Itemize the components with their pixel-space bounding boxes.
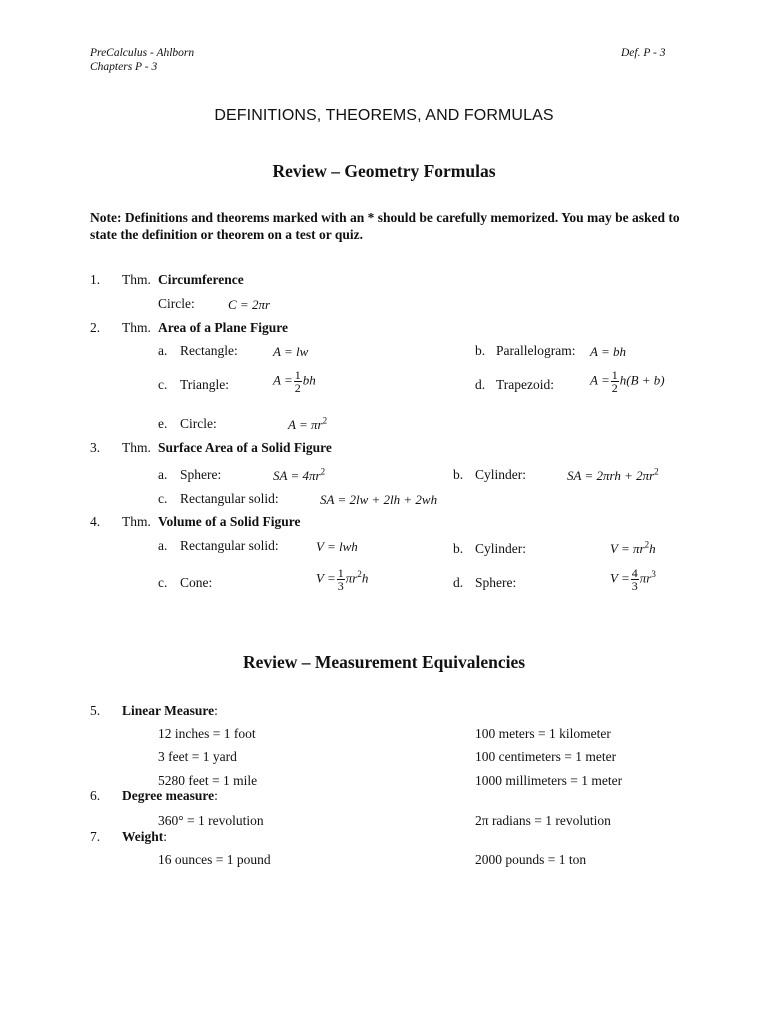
- sub-letter: b.: [453, 541, 464, 556]
- equivalency: 2π radians = 1 revolution: [475, 813, 611, 828]
- equivalency: 5280 feet = 1 mile: [158, 773, 258, 788]
- item-number: 2.: [90, 320, 101, 335]
- equivalency: 3 feet = 1 yard: [158, 749, 237, 764]
- sub-letter: a.: [158, 343, 168, 358]
- trapezoid-area-formula: A = $\frac{1}{2}$ h(B + b): [590, 368, 665, 395]
- item-title-volume: Volume of a Solid Figure: [158, 514, 301, 529]
- cylinder-surface-formula: SA = $2\pi rh + 2\pi r^2$: [567, 466, 659, 483]
- sub-letter: d.: [453, 575, 464, 590]
- sub-letter: a.: [158, 538, 168, 553]
- thm-label: Thm.: [122, 514, 151, 529]
- item-title-degree-measure: Degree measure:: [122, 788, 218, 803]
- note-paragraph: Note: Definitions and theorems marked with an * should be carefully memorized. You may be asked to state the definition or theorem on a test or quiz.: [90, 210, 680, 242]
- cone-volume-formula: V = $\frac{1}{3}$ $\pi r^2h$: [316, 566, 369, 593]
- sphere-label: Sphere:: [180, 467, 222, 482]
- thm-label: Thm.: [122, 440, 151, 455]
- sub-letter: b.: [475, 343, 486, 358]
- sub-letter: b.: [453, 467, 464, 482]
- rectangle-label: Rectangle:: [180, 343, 238, 358]
- sub-letter: a.: [158, 467, 168, 482]
- equivalency: 100 meters = 1 kilometer: [475, 726, 611, 741]
- rectangular-solid-volume-formula: V = lwh: [316, 539, 358, 554]
- cylinder-label: Cylinder:: [475, 467, 526, 482]
- fraction: $\frac{1}{3}$: [337, 566, 344, 593]
- cone-label: Cone:: [180, 575, 213, 590]
- equivalency: 100 centimeters = 1 meter: [475, 749, 617, 764]
- parallelogram-area-formula: A = bh: [590, 344, 626, 359]
- equivalency: 12 inches = 1 foot: [158, 726, 256, 741]
- header-chapters: Chapters P - 3: [90, 61, 158, 73]
- circumference-formula: C = 2πr: [228, 297, 271, 312]
- item-title-area: Area of a Plane Figure: [158, 320, 288, 335]
- section-title-geometry: Review – Geometry Formulas: [272, 161, 496, 181]
- item-title-surface-area: Surface Area of a Solid Figure: [158, 440, 332, 455]
- item-number: 3.: [90, 440, 101, 455]
- rectangular-solid-label: Rectangular solid:: [180, 538, 279, 553]
- sub-letter: c.: [158, 575, 168, 590]
- cylinder-volume-formula: $V = \pi r^2h$: [610, 539, 656, 556]
- item-number: 1.: [90, 272, 101, 287]
- rectangular-solid-surface-formula: SA = 2lw + 2lh + 2wh: [320, 492, 438, 507]
- circle-area-formula: $A = \pi r^2$: [288, 415, 328, 432]
- main-title: DEFINITIONS, THEOREMS, AND FORMULAS: [214, 107, 554, 124]
- item-number: 5.: [90, 703, 101, 718]
- sub-letter: d.: [475, 377, 486, 392]
- item-title-linear-measure: Linear Measure:: [122, 703, 218, 718]
- sphere-volume-formula: V = $\frac{4}{3}$ $\pi r^3$: [610, 566, 656, 593]
- sub-letter: c.: [158, 491, 168, 506]
- triangle-label: Triangle:: [180, 377, 230, 392]
- fraction: $\frac{1}{2}$: [611, 368, 618, 395]
- thm-label: Thm.: [122, 272, 151, 287]
- equivalency: 16 ounces = 1 pound: [158, 852, 271, 867]
- item-title-weight: Weight:: [122, 829, 168, 844]
- item-number: 7.: [90, 829, 101, 844]
- parallelogram-label: Parallelogram:: [496, 343, 576, 358]
- header-page-ref: Def. P - 3: [621, 47, 666, 59]
- item-number: 6.: [90, 788, 101, 803]
- circle-label: Circle:: [158, 296, 195, 311]
- item-number: 4.: [90, 514, 101, 529]
- trapezoid-label: Trapezoid:: [496, 377, 554, 392]
- thm-label: Thm.: [122, 320, 151, 335]
- section-title-measurement: Review – Measurement Equivalencies: [242, 652, 526, 672]
- equivalency: 360° = 1 revolution: [158, 813, 264, 828]
- fraction: $\frac{1}{2}$: [294, 368, 301, 395]
- header-course: PreCalculus - Ahlborn: [90, 47, 195, 59]
- equivalency: 1000 millimeters = 1 meter: [475, 773, 623, 788]
- sub-letter: e.: [158, 416, 168, 431]
- rectangle-area-formula: A = lw: [273, 344, 309, 359]
- sub-letter: c.: [158, 377, 168, 392]
- triangle-area-formula: A = $\frac{1}{2}$ bh: [273, 368, 316, 395]
- item-title-circumference: Circumference: [158, 272, 244, 287]
- fraction: $\frac{4}{3}$: [631, 566, 638, 593]
- circle-area-label: Circle:: [180, 416, 217, 431]
- equivalency: 2000 pounds = 1 ton: [475, 852, 587, 867]
- sphere-label: Sphere:: [475, 575, 517, 590]
- cylinder-label: Cylinder:: [475, 541, 526, 556]
- rectangular-solid-label: Rectangular solid:: [180, 491, 279, 506]
- sphere-surface-formula: SA = $4\pi r^2$: [273, 466, 326, 483]
